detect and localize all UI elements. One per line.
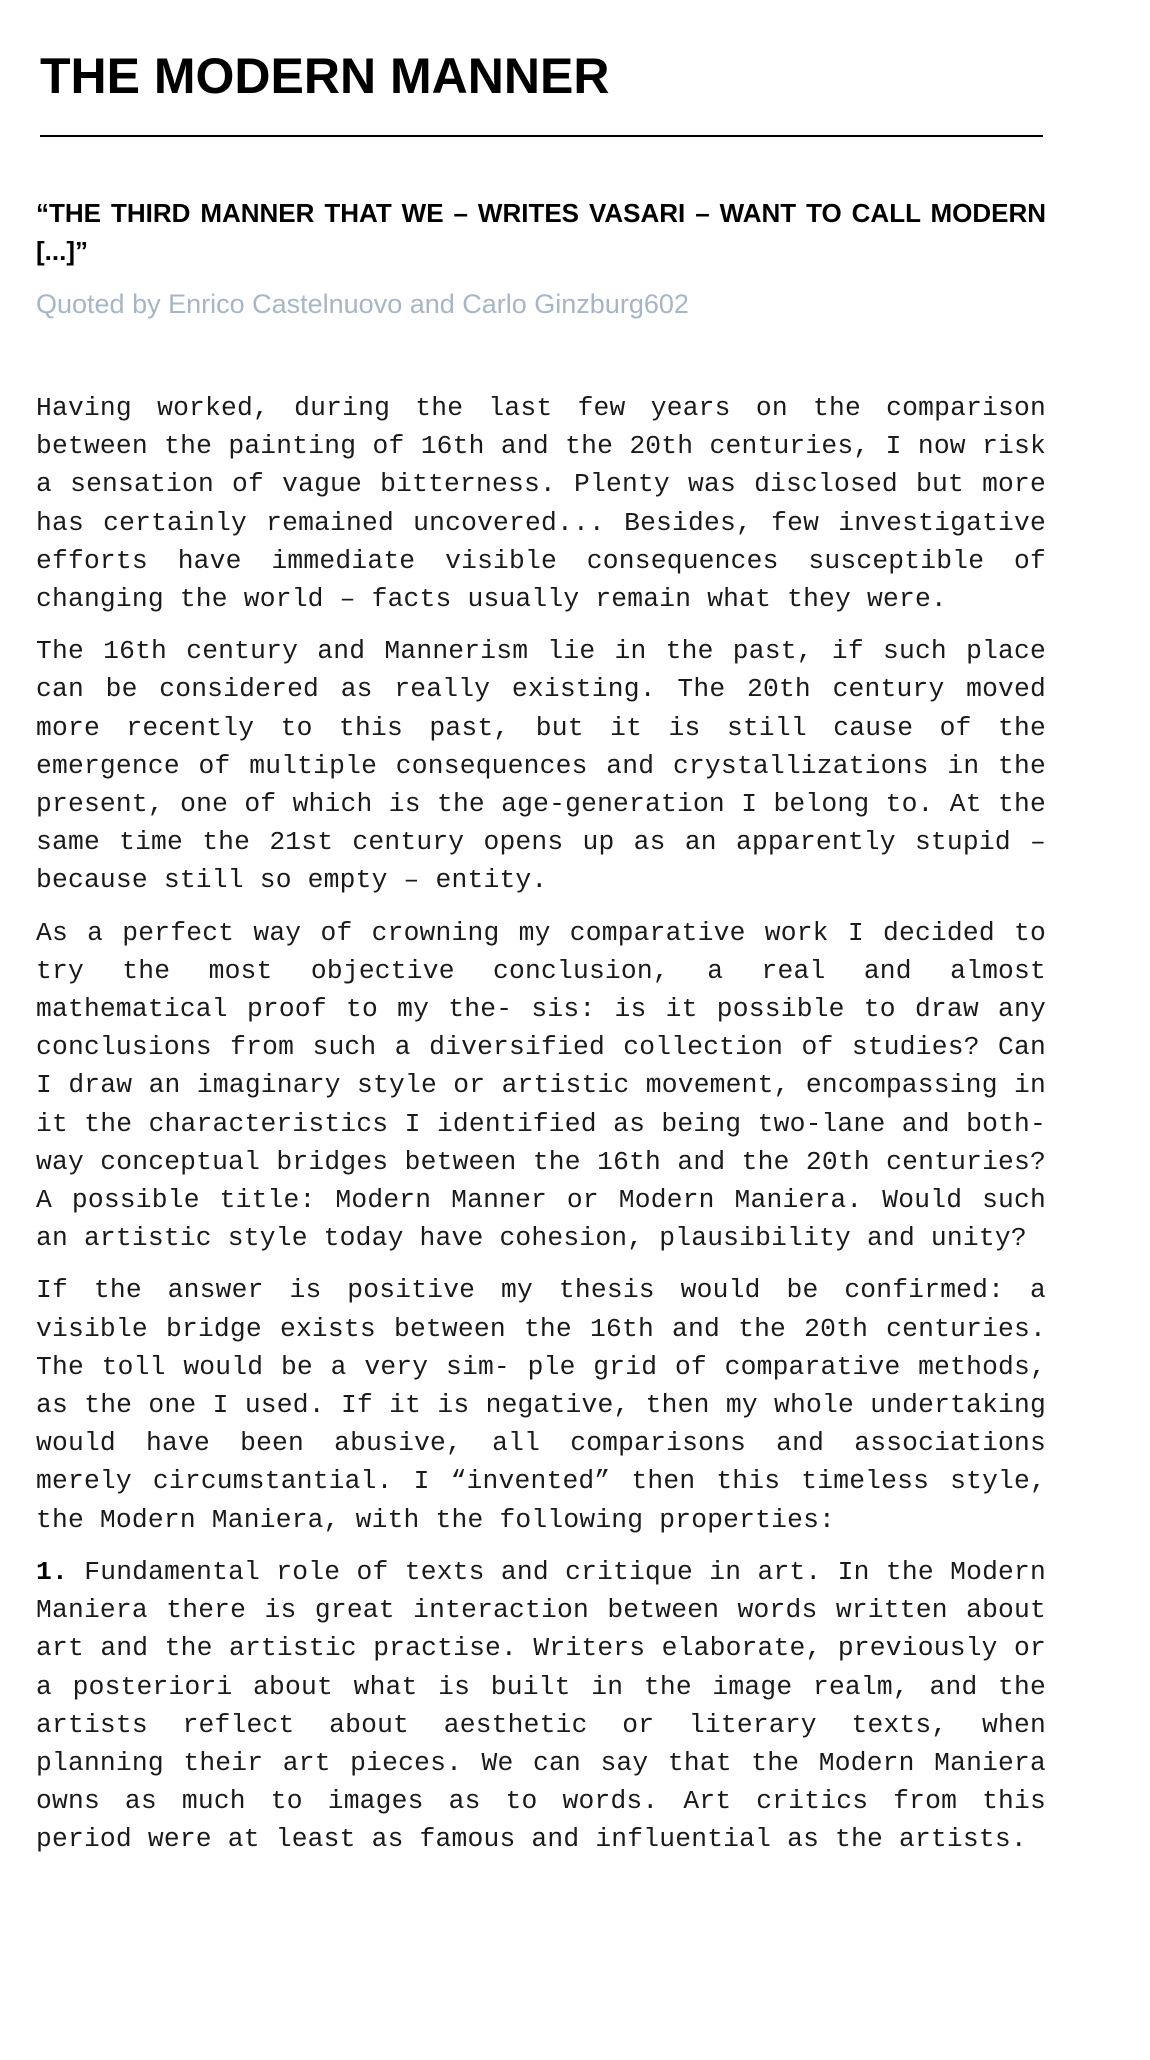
body-text (36, 389, 1046, 1873)
paragraph: Having worked, during the last few years on the comparison between the painting of 16th and the 20th centuries, I now risk a sensation of vague bitterness. Plenty was disclosed but more has certainly remained uncovered... Besides, few investigative efforts have immediate visible consequences susceptible of changing the world – facts usually remain what they were. (36, 393, 1046, 615)
item-text: Fundamental role of texts and critique in art. In the Modern Maniera there is great interaction between words written about art and the artistic practise. Writers elaborate, previously or a posteriori about what is built in the image realm, and the artists reflect about aesthetic or literary texts, when planning their art pieces. We can say that the Modern Maniera owns as much to images as to words. Art critics from this period were at least as famous and influential as the artists. (36, 1556, 1046, 1855)
item-number: 1. (36, 1556, 68, 1587)
epigraph-attribution: Quoted by Enrico Castelnuovo and Carlo Ginzburg602 (36, 289, 689, 319)
epigraph-quote: “THE THIRD MANNER THAT WE – WRITES VASARI – WANT TO CALL MODERN [...]” (36, 198, 1046, 266)
page-title: THE MODERN MANNER (40, 48, 610, 104)
paragraph: As a perfect way of crowning my comparative work I decided to try the most objective conclusion, a real and almost mathematical proof to my the- sis: is it possible to draw any conclusions from such a diversified collection of studies? Can I draw an imaginary style or artistic movement, encompassing in it the characteristics I identified as being two-lane and both-way conceptual bridges between the 16th and the 20th centuries? A possible title: Modern Manner or Modern Maniera. Would such an artistic style today have cohesion, plausibility and unity? (36, 917, 1046, 1254)
paragraph: If the answer is positive my thesis would be confirmed: a visible bridge exists between the 16th and the 20th centuries. The toll would be a very sim- ple grid of comparative methods, as the one I used. If it is negative, then my whole undertaking would have been abusive, all comparisons and associations merely circumstantial. I “invented” then this timeless style, the Modern Maniera, with the following properties: (36, 1275, 1046, 1535)
title-divider (40, 135, 1043, 137)
paragraph: The 16th century and Mannerism lie in the past, if such place can be considered as really existing. The 20th century moved more recently to this past, but it is still cause of the emergence of multiple consequences and crystallizations in the present, one of which is the age-generation I belong to. At the same time the 21st century opens up as an apparently stupid – because still so empty – entity. (36, 636, 1046, 896)
numbered-paragraph (36, 1553, 1046, 1859)
